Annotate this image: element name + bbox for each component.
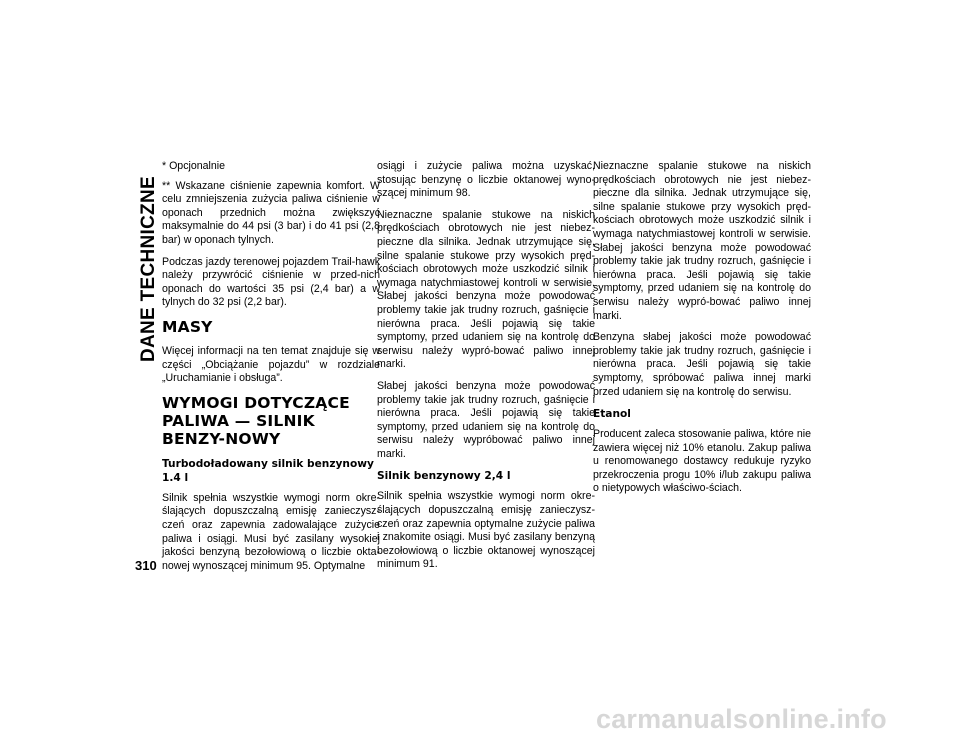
heading-turbo-engine: Turbodoładowany silnik benzynowy 1.4 l — [162, 457, 374, 484]
heading-engine-24: Silnik benzynowy 2,4 l — [377, 470, 511, 483]
paragraph-knock-combustion-2: Nieznaczne spalanie stukowe na niskich prędkościach obrotowych nie jest niebez-pieczne dla silnika. Jednak utrzymujące się, silne spalanie stukowe przy wysokich pręd-kościach obrotowych może uszkodzić silnik i wymaga natychmiastowej kontroli w serwisie. Słabej jakości benzyna może powodować problemy takie jak trudny rozruch, gaśnięcie i nierówna praca. Jeśli pojawią się takie symptomy, przed udaniem się na kontrolę do serwisu należy wypró-bować paliwo innej marki. — [593, 160, 811, 322]
column-2 — [377, 160, 595, 580]
heading-etanol: Etanol — [593, 408, 631, 421]
heading-fuel-requirements: WYMOGI DOTYCZĄCE PALIWA — SILNIK BENZY-NOWY — [162, 393, 350, 448]
paragraph-masy: Więcej informacji na ten temat znajduje się w części „Obciążanie pojazdu” w rozdziale „Uruchamianie i obsługa”. — [162, 344, 380, 385]
watermark-text: carmanualsonline.info — [596, 704, 887, 734]
column-3 — [593, 160, 811, 504]
paragraph-etanol: Producent zaleca stosowanie paliwa, które nie zawiera więcej niż 10% etanolu. Zakup paliwa u renomowanego dostawcy redukuje ryzyko przekroczenia progu 10% i/lub zakupu paliwa o nietypowych właściwo-ściach. — [593, 428, 811, 495]
paragraph-knock-combustion: Nieznaczne spalanie stukowe na niskich prędkościach obrotowych nie jest niebez-pieczne dla silnika. Jednak utrzymujące się, silne spalanie stukowe przy wysokich pręd-kościach obrotowych może uszkodzić silnik i wymaga natychmiastowej kontroli w serwisie. Słabej jakości benzyna może powodować problemy takie jak trudny rozruch, gaśnięcie i nierówna praca. Jeśli pojawią się takie symptomy, przed udaniem się na kontrolę do serwisu należy wypró-bować paliwo innej marki. — [377, 208, 595, 371]
paragraph-optimal-performance: osiągi i zużycie paliwa można uzyskać, stosując benzynę o liczbie oktanowej wyno-szącej minimum 98. — [377, 160, 595, 200]
section-side-title — [137, 162, 161, 376]
footnote-optional: * Opcjonalnie — [162, 160, 226, 172]
paragraph-poor-fuel-2: Benzyna słabej jakości może powodować problemy takie jak trudny rozruch, gaśnięcie i nierówna praca. Jeśli pojawią się takie symptomy, spróbować paliwa innej marki przed udaniem się na kontrolę do serwisu. — [593, 331, 811, 398]
column-1 — [162, 160, 380, 581]
paragraph-engine-24: Silnik spełnia wszystkie wymogi norm okre-ślających dopuszczalną emisję zanieczysz-czeń oraz zapewnia optymalne zużycie paliwa i znakomite osiągi. Musi być zasilany benzyną bezołowiową o liczbie oktanowej wynoszącej minimum 91. — [377, 490, 595, 571]
paragraph-turbo-engine: Silnik spełnia wszystkie wymogi norm okre-ślających dopuszczalną emisję zanieczysz-czeń oraz zapewnia zadowalające zużycie paliwa i osiągi. Musi być zasilany wysokiej jakości benzyną bezołowiową o liczbie okta-nowej wynoszącej minimum 95. Optymalne — [162, 491, 380, 572]
page-number: 310 — [135, 558, 157, 573]
side-title-text: DANE TECHNICZNE — [138, 175, 159, 363]
paragraph-poor-fuel: Słabej jakości benzyna może powodować problemy takie jak trudny rozruch, gaśnięcie i nierówna praca. Jeśli pojawią się takie symptomy, przed udaniem się na kontrolę do serwisu należy wypróbować paliwo innej marki. — [377, 379, 595, 460]
heading-masy: MASY — [162, 317, 213, 336]
footnote-pressure: ** Wskazane ciśnienie zapewnia komfort. W celu zmniejszenia zużycia paliwa ciśnienie w oponach przednich można zwiększyć maksymalnie do 44 psi (3 bar) i do 41 psi (2,8 bar) w oponach tylnych. — [162, 179, 380, 246]
paragraph-trailhawk: Podczas jazdy terenowej pojazdem Trail-hawk należy przywrócić ciśnienie w przed-nich oponach do wartości 35 psi (2,4 bar) a w tylnych do 32 psi (2,2 bar). — [162, 255, 380, 309]
